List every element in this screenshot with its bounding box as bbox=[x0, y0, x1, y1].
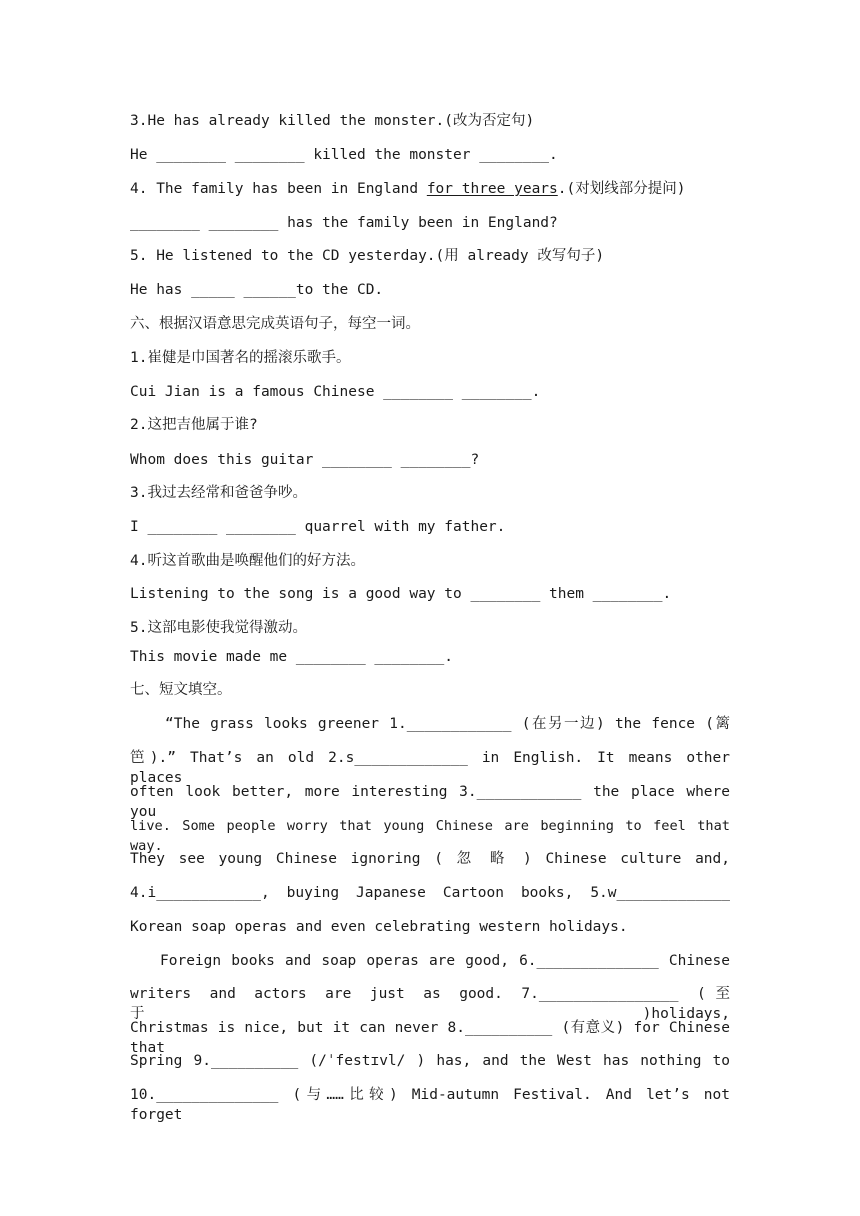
passage-line-2: 笆).” That’s an old 2.s_____________ in English. It means other places bbox=[130, 750, 730, 786]
q4-prompt bbox=[130, 179, 730, 199]
s6-q5-english: This movie made me ________ ________. bbox=[130, 649, 454, 665]
q3-prompt: 3.He has already killed the monster.(改为否定句) bbox=[130, 113, 535, 129]
passage-line-12: 10.______________ (与……比较) Mid-autumn Festival. And let’s not forget bbox=[130, 1087, 730, 1123]
passage-line-8: Foreign books and soap operas are good, 6.______________ Chinese bbox=[160, 953, 730, 969]
passage-line-10: Christmas is nice, but it can never 8.__________ (有意义) for Chinese that bbox=[130, 1020, 730, 1056]
passage-line-4: live. Some people worry that young Chinese are beginning to feel that way. bbox=[130, 818, 730, 854]
q5-answer-line: He has _____ ______to the CD. bbox=[130, 282, 384, 298]
passage-line-7: Korean soap operas and even celebrating western holidays. bbox=[130, 919, 628, 935]
s6-q3-english: I ________ ________ quarrel with my father. bbox=[130, 519, 506, 535]
section-7-heading: 七、短文填空。 bbox=[130, 682, 232, 698]
q5-prompt: 5. He listened to the CD yesterday.(用 already 改写句子) bbox=[130, 248, 605, 264]
s6-q4-chinese: 4.听这首歌曲是唤醒他们的好方法。 bbox=[130, 553, 365, 569]
s6-q5-chinese: 5.这部电影使我觉得激动。 bbox=[130, 620, 307, 636]
q4-answer-line: ________ ________ has the family been in England? bbox=[130, 215, 558, 231]
q4-prompt-start: 4. The family has been in England bbox=[130, 181, 427, 197]
section-6-heading: 六、根据汉语意思完成英语句子，每空一词。 bbox=[130, 316, 420, 332]
q3-answer-line: He ________ ________ killed the monster ________. bbox=[130, 147, 558, 163]
s6-q4-english: Listening to the song is a good way to ________ them ________. bbox=[130, 586, 672, 602]
passage-line-3: often look better, more interesting 3.____________ the place where you bbox=[130, 784, 730, 820]
passage-line-9: writers and actors are just as good. 7.________________ (至于)holidays, bbox=[130, 986, 730, 1022]
s6-q2-english: Whom does this guitar ________ ________? bbox=[130, 452, 480, 468]
s6-q3-chinese: 3.我过去经常和爸爸争吵。 bbox=[130, 485, 307, 501]
passage-line-6: 4.i____________, buying Japanese Cartoon books, 5.w_____________ bbox=[130, 885, 730, 901]
s6-q1-chinese: 1.崔健是巾国著名的摇滚乐歌手。 bbox=[130, 350, 351, 366]
passage-line-11: Spring 9.__________ (/ˈfestɪvl/ ) has, and the West has nothing to bbox=[130, 1053, 730, 1069]
passage-line-5: They see young Chinese ignoring ( 忽 略 ) Chinese culture and, bbox=[130, 851, 730, 867]
q4-underlined-phrase: for three years bbox=[426, 181, 558, 197]
passage-line-1: “The grass looks greener 1.____________ (在另一边) the fence (篱 bbox=[165, 716, 730, 732]
s6-q1-english: Cui Jian is a famous Chinese ________ ________. bbox=[130, 384, 541, 400]
s6-q2-chinese: 2.这把吉他属于谁? bbox=[130, 417, 258, 433]
q4-prompt-end: .(对划线部分提问) bbox=[557, 181, 686, 197]
